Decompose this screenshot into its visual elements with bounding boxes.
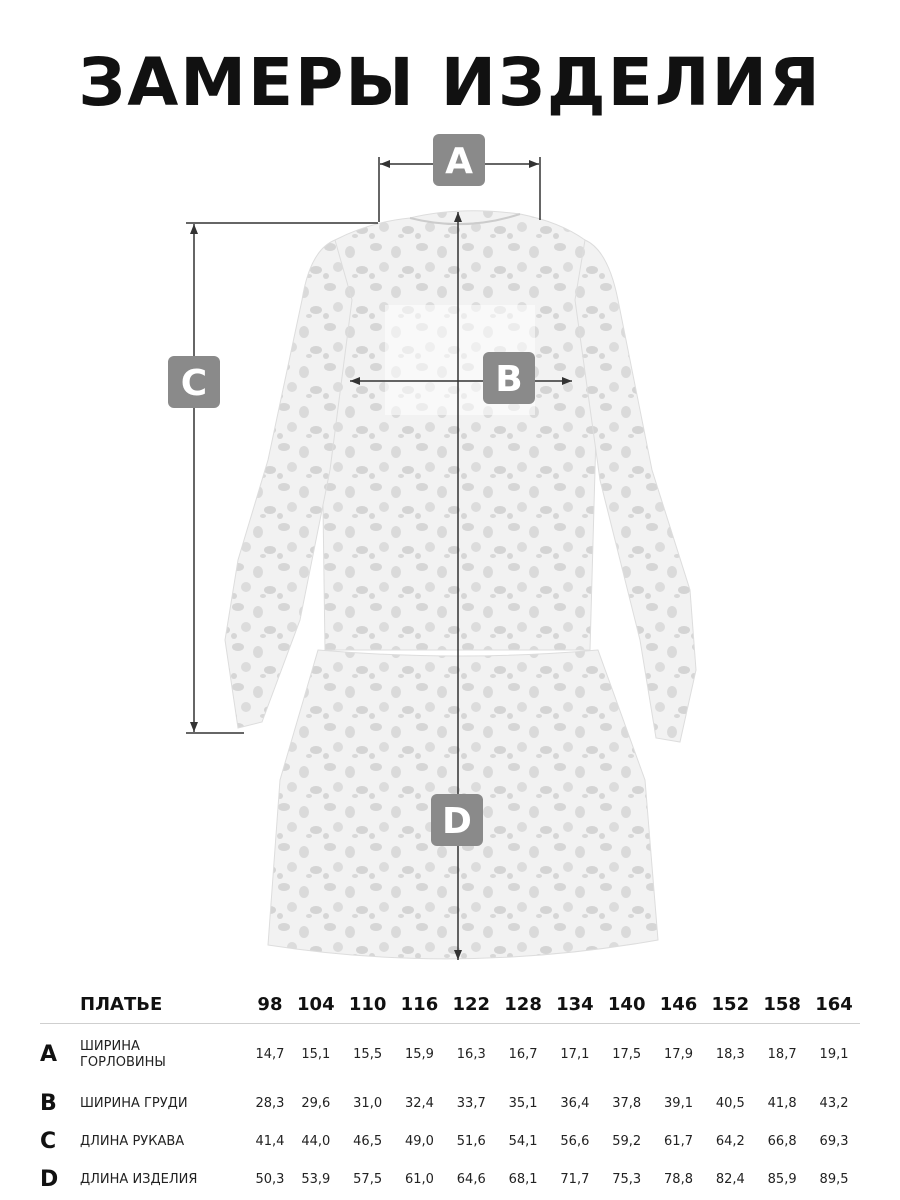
measure-c-arrow-top [190,224,198,234]
table-cell: 16,3 [456,1046,486,1062]
table-cell: 18,3 [715,1046,745,1062]
row-name: ДЛИНА РУКАВА [80,1134,185,1149]
table-cell: 59,2 [612,1133,642,1149]
table-cell: 61,7 [664,1133,693,1149]
table-cell: 37,8 [612,1095,642,1111]
table-row [40,1024,860,1085]
table-cell: 57,5 [353,1171,383,1187]
row-name-line2: ГОРЛОВИНЫ [80,1055,166,1070]
table-cell: 39,1 [664,1095,693,1111]
size-header: 146 [653,985,705,1024]
row-letter: B [40,1090,57,1116]
table-cell: 54,1 [508,1133,538,1149]
table-cell: 69,3 [819,1133,849,1149]
table-cell: 49,0 [404,1133,434,1149]
table-cell: 89,5 [819,1171,849,1187]
table-cell: 53,9 [301,1171,331,1187]
table-cell: 14,7 [255,1046,285,1062]
row-name: ДЛИНА ИЗДЕЛИЯ [80,1172,198,1187]
table-cell: 71,7 [560,1171,590,1187]
page-title: ЗАМЕРЫ ИЗДЕЛИЯ [78,44,822,121]
table-cell: 35,1 [508,1095,538,1111]
table-cell: 61,0 [404,1171,434,1187]
table-cell: 36,4 [560,1095,590,1111]
table-cell: 44,0 [301,1133,331,1149]
row-letter: D [40,1166,59,1192]
table-cell: 15,1 [301,1046,331,1062]
table-cell: 16,7 [508,1046,538,1062]
table-cell: 64,2 [715,1133,745,1149]
size-header: 98 [250,985,290,1024]
measure-a-arrow-left [380,160,390,168]
dress-bodice [320,211,600,650]
size-header: 164 [808,985,860,1024]
table-cell: 33,7 [456,1095,486,1111]
table-cell: 82,4 [715,1171,745,1187]
table-cell: 29,6 [301,1095,331,1111]
size-header-row [40,985,860,1024]
size-header: 128 [497,985,549,1024]
table-cell: 43,2 [819,1095,849,1111]
badge-b [483,352,535,404]
table-cell: 56,6 [560,1133,590,1149]
product-name: ПЛАТЬЕ [40,985,250,1024]
table-cell: 17,5 [612,1046,642,1062]
table-row [40,1122,860,1160]
table-row [40,1160,860,1198]
table-cell: 75,3 [612,1171,642,1187]
table-cell: 50,3 [255,1171,285,1187]
table-cell: 31,0 [353,1095,383,1111]
measure-a-arrow-right [529,160,539,168]
badge-c-label: C [180,363,208,404]
table-cell: 15,9 [404,1046,434,1062]
table-cell: 17,9 [664,1046,693,1062]
table-cell: 32,4 [404,1095,434,1111]
table-cell: 18,7 [767,1046,797,1062]
table-cell: 41,8 [767,1095,797,1111]
row-name [80,1024,250,1085]
table-cell: 85,9 [767,1171,797,1187]
badge-b-label: B [495,359,523,400]
size-header: 140 [601,985,653,1024]
row-name-line1: ШИРИНА [80,1039,140,1054]
table-cell: 15,5 [353,1046,383,1062]
badge-a [433,134,485,186]
size-header: 104 [290,985,342,1024]
badge-a-label: A [445,141,473,182]
size-header: 116 [394,985,446,1024]
table-cell: 19,1 [819,1046,849,1062]
size-header: 122 [445,985,497,1024]
size-header: 158 [756,985,808,1024]
measure-c-arrow-bottom [190,722,198,732]
size-chart-table [40,985,860,1198]
size-header: 110 [342,985,394,1024]
row-letter: C [40,1128,57,1154]
table-cell: 41,4 [255,1133,285,1149]
row-name: ШИРИНА ГРУДИ [80,1096,188,1111]
table-cell: 68,1 [508,1171,538,1187]
table-cell: 66,8 [767,1133,797,1149]
table-cell: 51,6 [456,1133,486,1149]
size-header: 152 [704,985,756,1024]
size-header: 134 [549,985,601,1024]
table-cell: 64,6 [456,1171,486,1187]
table-cell: 28,3 [255,1095,285,1111]
badge-d-label: D [442,801,472,842]
table-cell: 78,8 [664,1171,693,1187]
table-cell: 17,1 [560,1046,590,1062]
table-row [40,1084,860,1122]
table-cell: 46,5 [353,1133,383,1149]
badge-c [168,356,220,408]
table-cell: 40,5 [715,1095,745,1111]
badge-d [431,794,483,846]
row-letter: A [40,1041,58,1067]
